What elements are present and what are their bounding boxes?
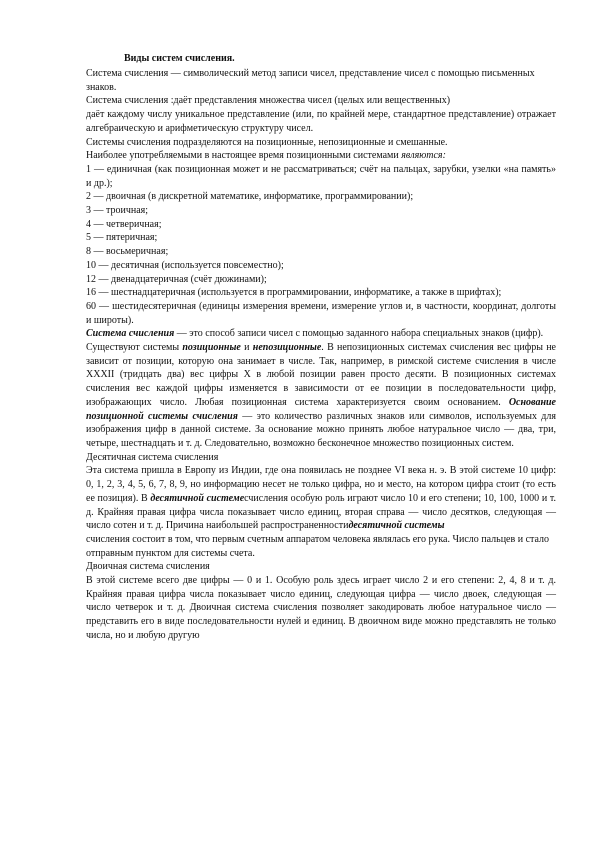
- list-item: 4 — четверичная;: [86, 218, 162, 230]
- heading-decimal: Десятичная система счисления: [86, 451, 219, 463]
- list-item: 3 — троичная;: [86, 205, 149, 217]
- term-number-system: Система счисления: [86, 328, 175, 340]
- paragraph-decimal-cont: счисления состоит в том, что первым счетным аппаратом человека являлась его рука. Число пальцев и стало отправным пунктом для системы счета.: [86, 533, 550, 559]
- list-item: 60 — шестидесятеричная (единицы измерения времени, измерение углов и, в частности, координат, долготы и широты).: [86, 300, 556, 326]
- positional-text-b: . В непозиционных системах счисления вес цифры не зависит от позиции, которую она занимает в числе. Так, например, в римской системе счисления в числе XXXII (тридцать два) вес цифры X в любой позиции равен просто десяти. В позиционных системах счисления вес каждой цифры изменяется в зависимости от ее позиции в последовательности цифр, изображающих число. Любая позиционная система характеризуется своим основанием.: [86, 342, 556, 408]
- positional-text-and: и: [240, 342, 253, 354]
- paragraph-common-systems: [86, 149, 556, 163]
- term-decimal-2: десятичной системы: [348, 520, 445, 532]
- list-item: 12 — двенадцатеричная (счёт дюжинами);: [86, 273, 267, 285]
- list-item: 16 — шестнадцатеричная (используется в программировании, информатике, а также в шрифтах);: [86, 287, 502, 299]
- heading-binary: Двоичная система счисления: [86, 561, 210, 573]
- term-binary: Двоичная система счисления: [189, 602, 318, 614]
- decimal-text-b: счисления особую роль играют число 10 и его степени; 10, 100, 1000 и т. д. Крайняя правая цифра числа показывает число единиц, вторая справа — число десятков, следующая — число сотен и т. д. Причина наибольшей распространенности: [86, 492, 556, 532]
- decimal-text-a: Эта система пришла в Европу из Индии, где она появилась не позднее VI века н. э. В этой системе 10 цифр: 0, 1, 2, 3, 4, 5, 6, 7, 8, 9, но информацию несет не только цифра, но и место, на котором цифра стоит (то есть ее позиция). В: [86, 465, 556, 504]
- positional-text-c: — это количество различных знаков или символов, используемых для изображения цифр в данной системе. За основание можно принять любое натуральное число — два, три, четыре, шестнадцать и т. д. Следовательно, возможно бесконечное множество позиционных систем.: [86, 410, 556, 449]
- paragraph-classification: Системы счисления подразделяются на позиционные, непозиционные и смешанные.: [86, 136, 448, 148]
- paragraph-decimal: [86, 464, 556, 533]
- paragraph-system-definition: [86, 327, 556, 341]
- document-page: [86, 52, 556, 643]
- list-item: 5 — пятеричная;: [86, 232, 158, 244]
- paragraph-positional: [86, 341, 556, 451]
- term-decimal: десятичной системе: [150, 492, 245, 504]
- list-item: 8 — восьмеричная;: [86, 246, 169, 258]
- document-title: Виды систем счисления.: [124, 53, 235, 64]
- binary-text-b: позволяет закодировать любое натуральное число — представить его в виде последовательности нулей и единиц. В двоичном виде можно представлять не только числа, но и любую другую: [86, 602, 556, 641]
- term-base: Основание позиционной системы счисления: [86, 396, 556, 422]
- term-nonpositional: непозиционные: [252, 342, 322, 354]
- paragraph-definition-1: Система счисления — символический метод записи чисел, представление чисел с помощью письменных знаков.: [86, 68, 535, 93]
- common-systems-verb: являются:: [398, 150, 446, 162]
- list-item: 2 — двоичная (в дискретной математике, информатике, программировании);: [86, 191, 414, 203]
- list-item: 1 — единичная (как позиционная может и не рассматриваться; счёт на пальцах, зарубки, узелки «на память» и др.);: [86, 163, 556, 189]
- paragraph-definition-3: даёт каждому числу уникальное представление (или, по крайней мере, стандартное представление) отражает алгебраическую и арифметическую структуру чисел.: [86, 109, 556, 134]
- paragraph-binary: [86, 574, 556, 643]
- binary-text-a: В этой системе всего две цифры — 0 и 1. Особую роль здесь играет число 2 и его степени: 2, 4, 8 и т. д. Крайняя правая цифра числа показывает число единиц, следующая цифра — число двоек, следующая — число четверок и т. д.: [86, 575, 556, 614]
- term-positional: позиционные: [182, 342, 241, 354]
- paragraph-definition-2: Система счисления :даёт представления множества чисел (целых или вещественных): [86, 95, 451, 107]
- common-systems-text: Наиболее употребляемыми в настоящее время позиционными системами: [86, 150, 399, 162]
- positional-text-a: Существуют системы: [86, 342, 183, 354]
- definition-text: — это способ записи чисел с помощью заданного набора специальных знаков (цифр).: [174, 328, 544, 340]
- list-item: 10 — десятичная (используется повсеместно);: [86, 259, 284, 271]
